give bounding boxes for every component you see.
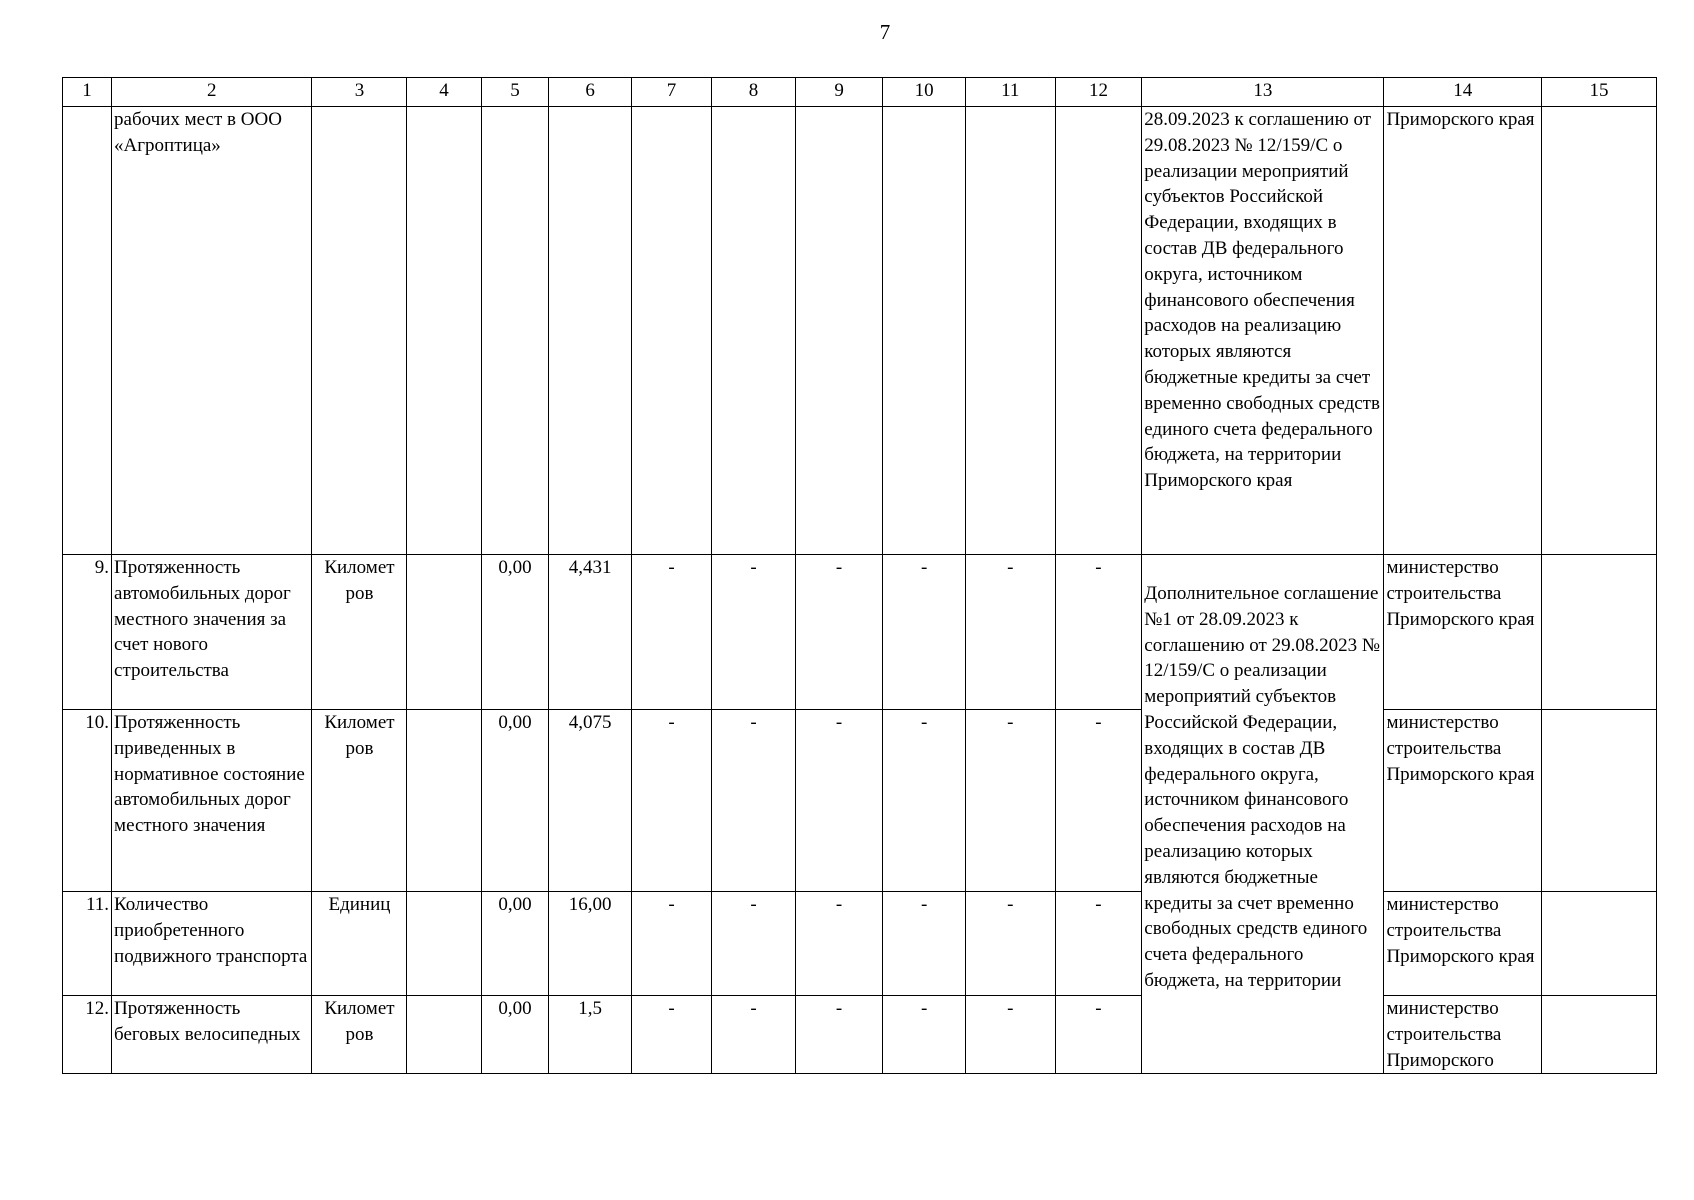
- indicator-name: Протяженность беговых велосипедных: [112, 996, 312, 1074]
- header-col-11: 11: [965, 78, 1055, 107]
- value-col-4: [407, 555, 481, 710]
- table-row: [63, 710, 1657, 892]
- table-row: [63, 892, 1657, 996]
- header-col-4: 4: [407, 78, 481, 107]
- row-number: 12.: [63, 996, 112, 1074]
- indicator-name: Протяженность автомобильных дорог местного значения за счет нового строительства: [112, 555, 312, 710]
- value-col-10: -: [883, 555, 965, 710]
- header-col-10: 10: [883, 78, 965, 107]
- header-col-8: 8: [712, 78, 796, 107]
- value-col-7: -: [631, 996, 711, 1074]
- row-number: 10.: [63, 710, 112, 892]
- responsible-executor: министерство строительства Приморского края: [1384, 710, 1542, 892]
- unit-cell: Километ ров: [312, 710, 407, 892]
- value-col-9: -: [795, 892, 883, 996]
- value-col-4: [407, 892, 481, 996]
- row-number: 11.: [63, 892, 112, 996]
- indicators-table: [62, 77, 1657, 1074]
- page-number: 7: [879, 20, 891, 44]
- value-col-5: 0,00: [481, 555, 549, 710]
- value-col-7: -: [631, 555, 711, 710]
- indicator-name: Количество приобретенного подвижного транспорта: [112, 892, 312, 996]
- header-col-5: 5: [481, 78, 549, 107]
- responsible-executor: министерство строительства Приморского: [1384, 996, 1542, 1074]
- value-col-9: -: [795, 996, 883, 1074]
- header-col-12: 12: [1055, 78, 1142, 107]
- header-col-13: 13: [1142, 78, 1384, 107]
- basis-document-merged: Дополнительное соглашение №1 от 28.09.2023 к соглашению от 29.08.2023 № 12/159/С о реализации мероприятий субъектов Российской Федерации, входящих в состав ДВ федерального округа, источником финансового обеспечения расходов на реализацию которых являются бюджетные кредиты за счет временно свободных средств единого счета федерального бюджета, на территории: [1142, 555, 1384, 1074]
- value-col-8: -: [712, 996, 796, 1074]
- value-col-5: 0,00: [481, 892, 549, 996]
- table-row-continued: [63, 107, 1657, 555]
- unit-cell: Километ ров: [312, 996, 407, 1074]
- responsible-executor: министерство строительства Приморского края: [1384, 892, 1542, 996]
- row-number: 9.: [63, 555, 112, 710]
- table-row: [63, 555, 1657, 710]
- value-col-12: -: [1055, 892, 1142, 996]
- value-col-8: -: [712, 555, 796, 710]
- responsible-executor: министерство строительства Приморского края: [1384, 555, 1542, 710]
- value-col-4: [407, 996, 481, 1074]
- value-col-10: -: [883, 996, 965, 1074]
- value-col-12: -: [1055, 996, 1142, 1074]
- value-col-6: 4,075: [549, 710, 631, 892]
- header-col-15: 15: [1542, 78, 1657, 107]
- value-col-11: -: [965, 710, 1055, 892]
- value-col-9: -: [795, 555, 883, 710]
- header-col-6: 6: [549, 78, 631, 107]
- value-col-9: -: [795, 710, 883, 892]
- unit-cell: Единиц: [312, 892, 407, 996]
- basis-document: 28.09.2023 к соглашению от 29.08.2023 № 12/159/С о реализации мероприятий субъектов Российской Федерации, входящих в состав ДВ федерального округа, источником финансового обеспечения расходов на реализацию которых являются бюджетные кредиты за счет временно свободных средств единого счета федерального бюджета, на территории Приморского края: [1142, 107, 1384, 555]
- header-col-14: 14: [1384, 78, 1542, 107]
- header-row: [63, 78, 1657, 107]
- value-col-5: 0,00: [481, 710, 549, 892]
- value-col-8: -: [712, 710, 796, 892]
- value-col-8: -: [712, 892, 796, 996]
- responsible-executor: Приморского края: [1384, 107, 1542, 555]
- header-col-3: 3: [312, 78, 407, 107]
- value-col-11: -: [965, 996, 1055, 1074]
- value-col-10: -: [883, 892, 965, 996]
- value-col-12: -: [1055, 555, 1142, 710]
- table-row: [63, 996, 1657, 1074]
- value-col-6: 16,00: [549, 892, 631, 996]
- value-col-5: 0,00: [481, 996, 549, 1074]
- value-col-7: -: [631, 892, 711, 996]
- header-col-7: 7: [631, 78, 711, 107]
- unit-cell: Километ ров: [312, 555, 407, 710]
- value-col-7: -: [631, 710, 711, 892]
- indicator-name: рабочих мест в ООО «Агроптица»: [112, 107, 312, 555]
- header-col-2: 2: [112, 78, 312, 107]
- value-col-10: -: [883, 710, 965, 892]
- value-col-6: 1,5: [549, 996, 631, 1074]
- value-col-11: -: [965, 555, 1055, 710]
- value-col-11: -: [965, 892, 1055, 996]
- header-col-1: 1: [63, 78, 112, 107]
- value-col-4: [407, 710, 481, 892]
- value-col-12: -: [1055, 710, 1142, 892]
- indicator-name: Протяженность приведенных в нормативное состояние автомобильных дорог местного значения: [112, 710, 312, 892]
- value-col-6: 4,431: [549, 555, 631, 710]
- header-col-9: 9: [795, 78, 883, 107]
